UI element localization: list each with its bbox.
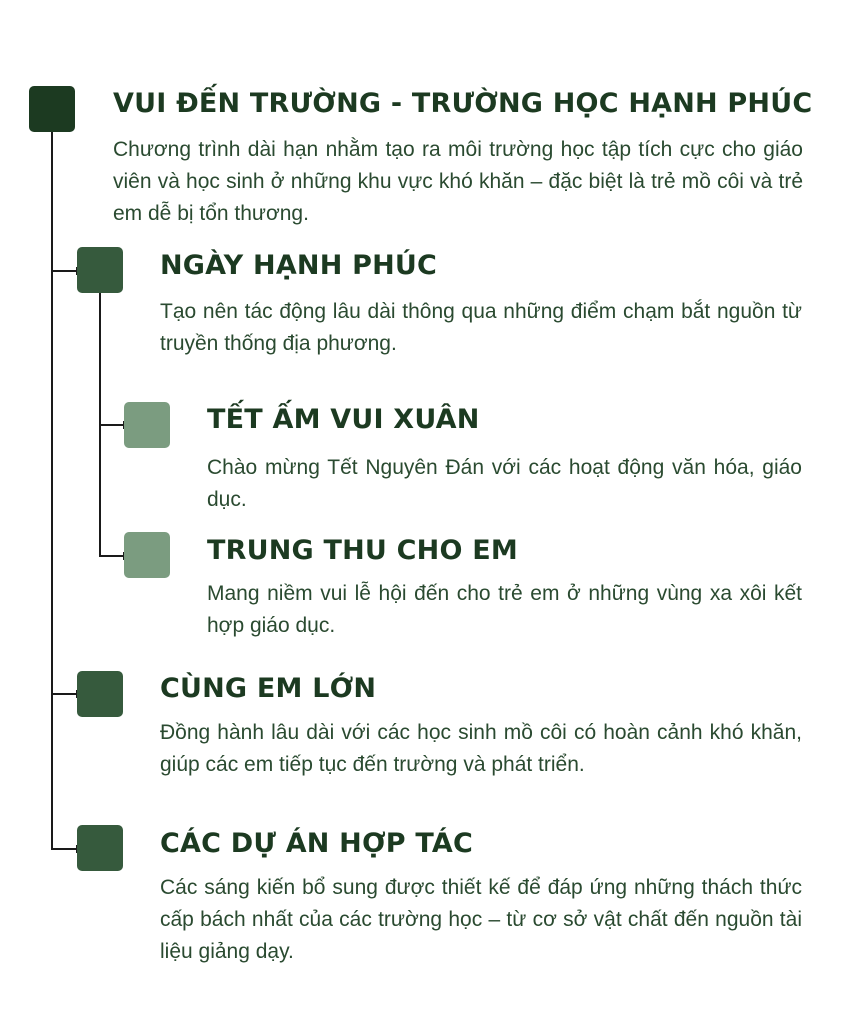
trunk-line [51, 131, 53, 849]
branch-title: NGÀY HẠNH PHÚC [160, 250, 438, 281]
root-marker [29, 86, 75, 132]
branch-marker-ngay-hanh-phuc [77, 247, 123, 293]
branch-title: CÁC DỰ ÁN HỢP TÁC [160, 828, 473, 859]
root-description: Chương trình dài hạn nhằm tạo ra môi trường học tập tích cực cho giáo viên và học sinh ở những khu vực khó khăn – đặc biệt là trẻ mồ côi và trẻ em dễ bị tổn thương. [113, 138, 803, 225]
connector-ngay-hanh-phuc [51, 270, 78, 272]
branch-description: Đồng hành lâu dài với các học sinh mồ côi có hoàn cảnh khó khăn, giúp các em tiếp tục đến trường và phát triển. [160, 721, 802, 776]
connector-trung-thu-cho-em [99, 555, 125, 557]
connector-cac-du-an [51, 848, 78, 850]
connector-tet-am-vui-xuan [99, 424, 125, 426]
leaf-title: TRUNG THU CHO EM [207, 535, 518, 566]
leaf-marker-trung-thu-cho-em [124, 532, 170, 578]
branch-title: CÙNG EM LỚN [160, 673, 377, 704]
branch-node-ngay-hanh-phuc [160, 248, 802, 360]
branch-marker-cac-du-an [77, 825, 123, 871]
branch-node-cac-du-an-hop-tac [160, 826, 802, 968]
branch-description: Tạo nên tác động lâu dài thông qua những điểm chạm bắt nguồn từ truyền thống địa phương. [160, 300, 802, 355]
root-title: VUI ĐẾN TRƯỜNG - TRƯỜNG HỌC HẠNH PHÚC [113, 88, 813, 119]
leaf-description: Mang niềm vui lễ hội đến cho trẻ em ở những vùng xa xôi kết hợp giáo dục. [207, 582, 802, 637]
leaf-title: TẾT ẤM VUI XUÂN [207, 404, 480, 435]
connector-cung-em-lon [51, 693, 78, 695]
branch-description: Các sáng kiến bổ sung được thiết kế để đáp ứng những thách thức cấp bách nhất của các trường học – từ cơ sở vật chất đến nguồn tài liệu giảng dạy. [160, 876, 802, 963]
branch-marker-cung-em-lon [77, 671, 123, 717]
branch-node-cung-em-lon [160, 671, 802, 781]
leaf-node-tet-am-vui-xuan [207, 402, 802, 516]
leaf-node-trung-thu-cho-em [207, 533, 802, 642]
leaf-description: Chào mừng Tết Nguyên Đán với các hoạt động văn hóa, giáo dục. [207, 456, 802, 511]
root-node [113, 86, 813, 230]
leaf-marker-tet-am-vui-xuan [124, 402, 170, 448]
